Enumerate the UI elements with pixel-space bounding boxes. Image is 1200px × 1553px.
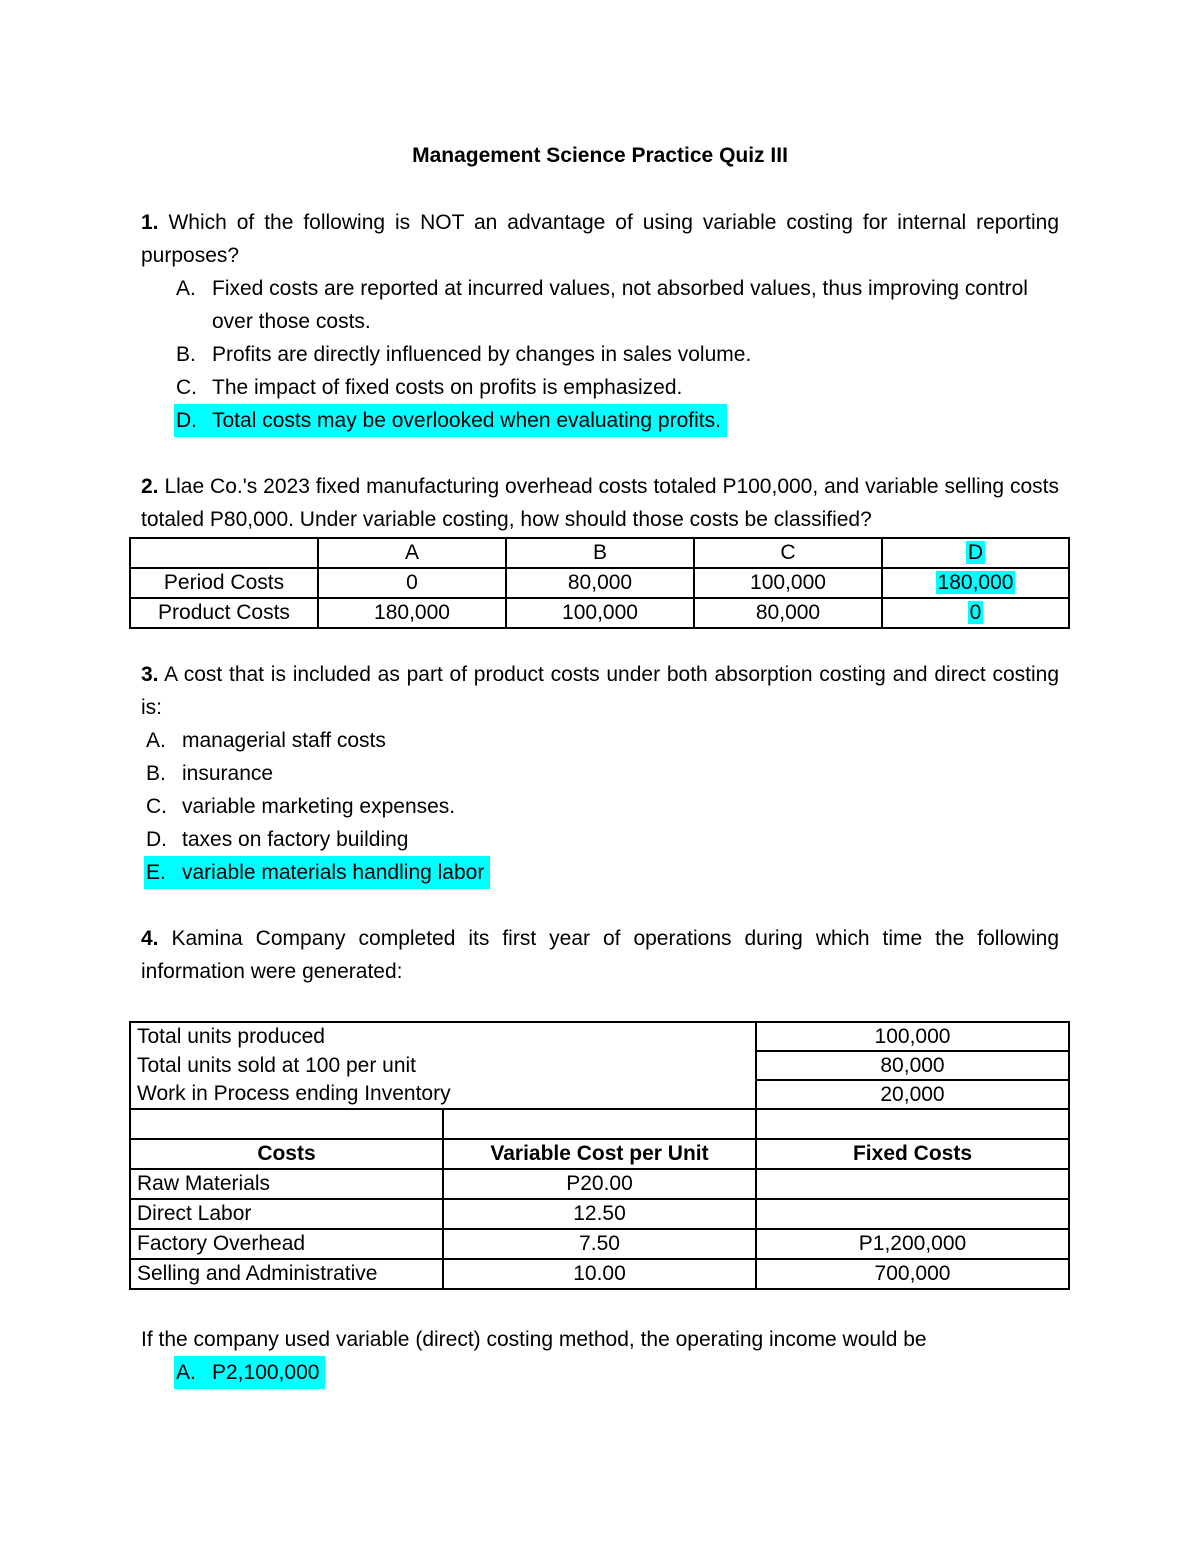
option-letter: B. <box>176 343 196 366</box>
option-text: taxes on factory building <box>182 828 409 851</box>
question-text: Which of the following is NOT an advantage of using variable costing for internal reporting purposes? <box>141 211 1059 267</box>
question-3 <box>141 658 1059 724</box>
option-letter: E. <box>146 861 166 884</box>
table-header-row <box>130 538 1069 568</box>
table-row <box>130 1169 1069 1199</box>
option-letter: A. <box>176 1361 196 1384</box>
table-cell <box>756 1199 1069 1229</box>
question-number: 3. <box>141 663 159 686</box>
option-1d-answer <box>174 404 727 437</box>
table-row <box>130 598 1069 628</box>
option-text: Fixed costs are reported at incurred values, not absorbed values, thus improving control <box>212 277 1028 300</box>
option-1c <box>176 371 682 404</box>
table-cell-answer <box>882 538 1069 568</box>
option-text: variable materials handling labor <box>182 861 485 884</box>
option-letter: A. <box>176 277 196 300</box>
table-cell: 12.50 <box>443 1199 756 1229</box>
option-1a-continued: over those costs. <box>212 310 371 333</box>
question-text: Kamina Company completed its first year of operations during which time the following information were generated: <box>141 927 1060 983</box>
info-value: 100,000 <box>756 1022 1069 1051</box>
table-header: Fixed Costs <box>756 1139 1069 1169</box>
option-3c <box>146 790 455 823</box>
answer-highlight: 0 <box>969 601 982 624</box>
option-4a-answer <box>174 1356 325 1389</box>
table-cell: Factory Overhead <box>130 1229 443 1259</box>
table-cell <box>756 1169 1069 1199</box>
table-cell: 80,000 <box>506 568 694 598</box>
table-row <box>130 1259 1069 1289</box>
option-letter: C. <box>146 795 167 818</box>
table-row <box>130 1229 1069 1259</box>
option-text: insurance <box>182 762 274 785</box>
table-cell: Selling and Administrative <box>130 1259 443 1289</box>
table-cell: 180,000 <box>318 598 506 628</box>
table-row <box>130 1080 1069 1109</box>
table-cell <box>443 1109 756 1139</box>
table-row <box>130 1199 1069 1229</box>
question-text: Llae Co.'s 2023 fixed manufacturing overhead costs totaled P100,000, and variable selling costs totaled P80,000. Under variable costing, how should those costs be classified? <box>141 475 1059 531</box>
question-number: 4. <box>141 927 159 950</box>
option-3a <box>146 724 386 757</box>
table-cell: Direct Labor <box>130 1199 443 1229</box>
option-text: P2,100,000 <box>212 1361 320 1384</box>
page-title: Management Science Practice Quiz III <box>412 144 788 167</box>
table-row <box>130 1051 1069 1080</box>
option-1b <box>176 338 751 371</box>
question-1 <box>141 206 1059 272</box>
table-cell-answer <box>882 568 1069 598</box>
option-letter: D. <box>176 409 197 432</box>
table-row <box>130 568 1069 598</box>
option-text: The impact of fixed costs on profits is emphasized. <box>212 376 683 399</box>
option-letter: A. <box>146 729 166 752</box>
question-4-prompt: If the company used variable (direct) costing method, the operating income would be <box>141 1328 927 1351</box>
option-text: Profits are directly influenced by changes in sales volume. <box>212 343 752 366</box>
table-cell: P20.00 <box>443 1169 756 1199</box>
table-cell: 700,000 <box>756 1259 1069 1289</box>
option-letter: D. <box>146 828 167 851</box>
table-cell-answer <box>882 598 1069 628</box>
option-text: Total costs may be overlooked when evaluating profits. <box>212 409 721 432</box>
table-cell: 100,000 <box>694 568 882 598</box>
option-1a <box>176 272 1028 305</box>
question-4 <box>141 922 1059 988</box>
table-cell <box>756 1109 1069 1139</box>
table-cell: Period Costs <box>130 568 318 598</box>
table-cell: A <box>318 538 506 568</box>
table-cell: 80,000 <box>694 598 882 628</box>
question-2 <box>141 470 1059 536</box>
question-text: A cost that is included as part of product costs under both absorption costing and direct costing is: <box>141 663 1060 719</box>
option-text: variable marketing expenses. <box>182 795 456 818</box>
table-cell: 0 <box>318 568 506 598</box>
answer-highlight: D <box>967 541 984 564</box>
info-value: 80,000 <box>756 1051 1069 1080</box>
table-cell <box>130 538 318 568</box>
table-cell: C <box>694 538 882 568</box>
table-cell: P1,200,000 <box>756 1229 1069 1259</box>
info-label: Work in Process ending Inventory <box>130 1080 756 1109</box>
company-info-table <box>129 1021 1070 1290</box>
option-3d <box>146 823 408 856</box>
option-text: managerial staff costs <box>182 729 386 752</box>
table-cell: Product Costs <box>130 598 318 628</box>
table-cell: 10.00 <box>443 1259 756 1289</box>
option-3b <box>146 757 273 790</box>
table-cell: B <box>506 538 694 568</box>
classification-table <box>129 537 1070 629</box>
table-header: Variable Cost per Unit <box>443 1139 756 1169</box>
table-cell <box>130 1109 443 1139</box>
table-cell: 100,000 <box>506 598 694 628</box>
option-letter: C. <box>176 376 197 399</box>
info-label: Total units produced <box>130 1022 756 1051</box>
question-number: 1. <box>141 211 159 234</box>
option-3e-answer <box>144 856 490 889</box>
info-label: Total units sold at 100 per unit <box>130 1051 756 1080</box>
answer-highlight: 180,000 <box>937 571 1014 594</box>
table-row-empty <box>130 1109 1069 1139</box>
question-number: 2. <box>141 475 159 498</box>
table-header-row <box>130 1139 1069 1169</box>
info-value: 20,000 <box>756 1080 1069 1109</box>
table-cell: 7.50 <box>443 1229 756 1259</box>
table-row <box>130 1022 1069 1051</box>
option-letter: B. <box>146 762 166 785</box>
table-header: Costs <box>130 1139 443 1169</box>
table-cell: Raw Materials <box>130 1169 443 1199</box>
